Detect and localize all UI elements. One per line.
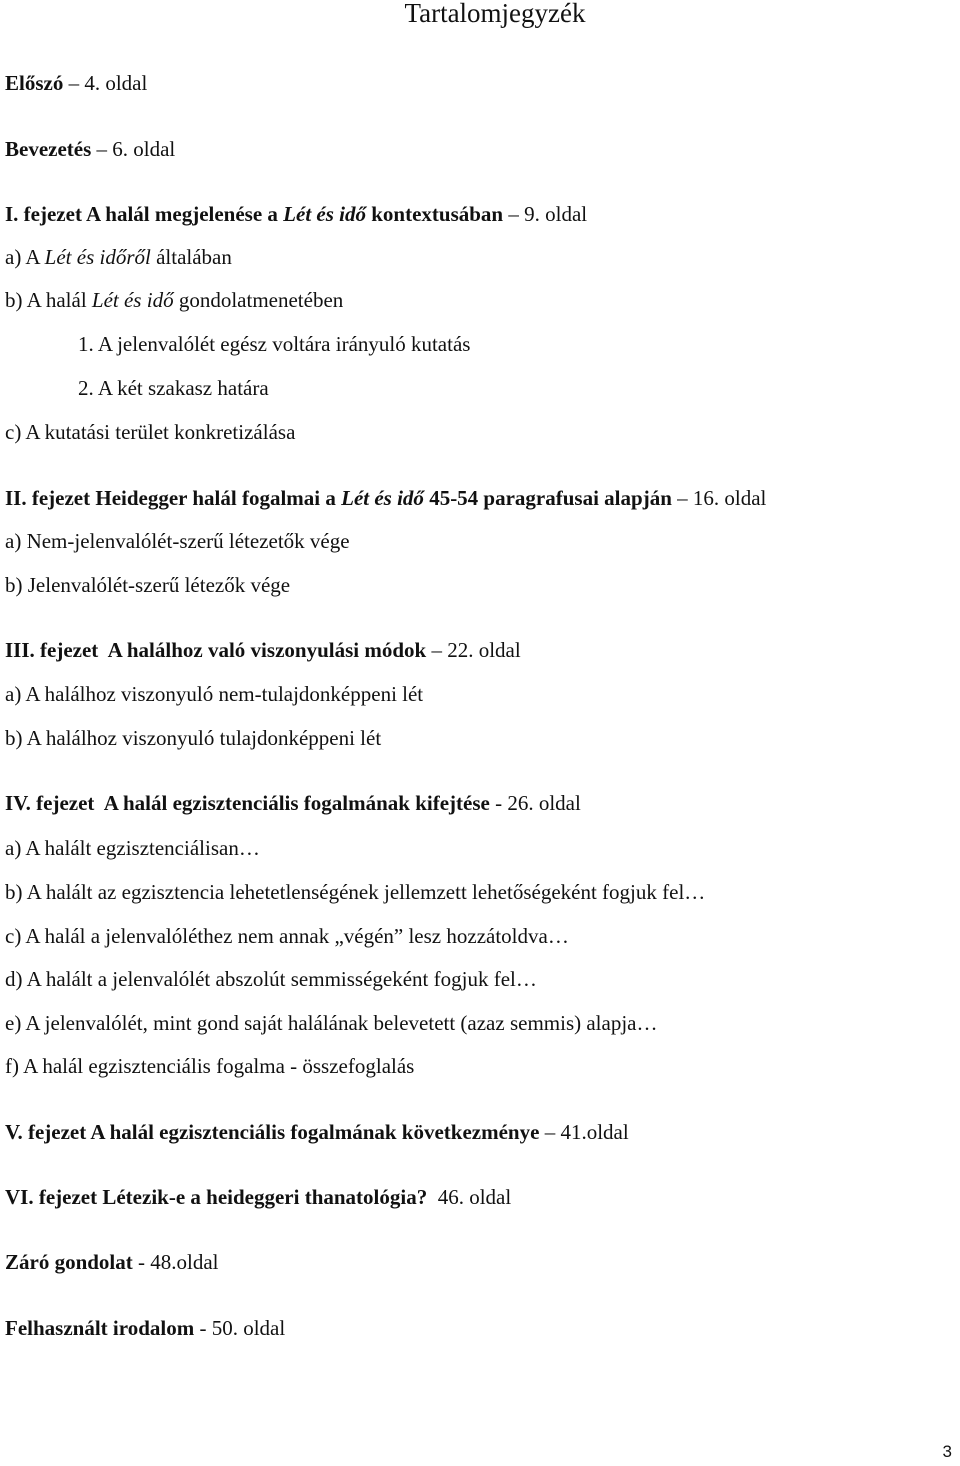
toc-label-chapter-1: I. fejezet A halál megjelenése a Lét és idő kontextusában bbox=[5, 202, 504, 226]
toc-entry-chapter-6 bbox=[5, 1187, 511, 1208]
toc-entry-eloszo: Előszó – 4. oldal bbox=[5, 71, 148, 95]
toc-page-chapter-1: 9. oldal bbox=[524, 202, 588, 226]
toc-subentry-1c: c) A kutatási terület konkretizálása bbox=[5, 420, 296, 444]
toc-entry-zaro bbox=[5, 1252, 219, 1273]
toc-label-chapter-2: II. fejezet Heidegger halál fogalmai a Lét és idő 45-54 paragrafusai alapján bbox=[5, 486, 672, 510]
toc-label-chapter-5: V. fejezet A halál egzisztenciális fogalmának következménye bbox=[5, 1120, 540, 1144]
page-number: 3 bbox=[942, 1442, 952, 1461]
toc-subentry-3b: b) A halálhoz viszonyuló tulajdonképpeni lét bbox=[5, 726, 382, 750]
toc-label-zaro: Záró gondolat bbox=[5, 1250, 133, 1274]
toc-subentry-1b: b) A halál Lét és idő gondolatmenetében bbox=[5, 288, 344, 312]
toc-subentry-2b: b) Jelenvalólét-szerű létezők vége bbox=[5, 573, 291, 597]
toc-page-zaro: - 48.oldal bbox=[138, 1250, 219, 1274]
toc-subentry-4e: e) A jelenvalólét, mint gond saját halálának belevetett (azaz semmis) alapja… bbox=[5, 1011, 658, 1035]
toc-subentry-1a: a) A Lét és időről általában bbox=[5, 245, 232, 269]
toc-page-eloszo: 4. oldal bbox=[84, 71, 148, 95]
toc-subentry-1b1: 1. A jelenvalólét egész voltára irányuló kutatás bbox=[78, 332, 471, 356]
page-title: Tartalomjegyzék bbox=[404, 0, 586, 28]
toc-entry-bevezetes: Bevezetés – 6. oldal bbox=[5, 137, 176, 161]
toc-subentry-1b2: 2. A két szakasz határa bbox=[78, 376, 269, 400]
toc-subentry-4a: a) A halált egzisztenciálisan… bbox=[5, 836, 260, 860]
toc-subentry-4d: d) A halált a jelenvalólét abszolút semmisségeként fogjuk fel… bbox=[5, 967, 537, 991]
toc-page-bevezetes: 6. oldal bbox=[112, 137, 176, 161]
toc-entry-chapter-5: V. fejezet A halál egzisztenciális fogalmának következménye – 41.oldal bbox=[5, 1120, 629, 1144]
toc-subentry-3a: a) A halálhoz viszonyuló nem-tulajdonképpeni lét bbox=[5, 682, 424, 706]
toc-entry-chapter-1: I. fejezet A halál megjelenése a Lét és idő kontextusában – 9. oldal bbox=[5, 202, 588, 226]
toc-entry-chapter-4 bbox=[5, 793, 581, 814]
toc-label-bevezetes: Bevezetés bbox=[5, 137, 92, 161]
toc-page-chapter-2: 16. oldal bbox=[692, 486, 767, 510]
toc-entry-irodalom bbox=[5, 1318, 285, 1339]
toc-page-chapter-4: - 26. oldal bbox=[495, 791, 581, 815]
toc-page-chapter-5: 41.oldal bbox=[560, 1120, 629, 1144]
toc-label-chapter-6: VI. fejezet Létezik-e a heideggeri thanatológia? bbox=[5, 1185, 428, 1209]
toc-subentry-4b: b) A halált az egzisztencia lehetetlenségének jellemzett lehetőségeként fogjuk fel… bbox=[5, 880, 706, 904]
toc-page-chapter-6: 46. oldal bbox=[437, 1185, 512, 1209]
toc-label-chapter-3: III. fejezet A halálhoz való viszonyulási módok bbox=[5, 638, 427, 662]
toc-entry-chapter-2: II. fejezet Heidegger halál fogalmai a Lét és idő 45-54 paragrafusai alapján – 16. oldal bbox=[5, 486, 767, 510]
toc-subentry-4c: c) A halál a jelenvalóléthez nem annak „végén” lesz hozzátoldva… bbox=[5, 924, 569, 948]
toc-label-eloszo: Előszó bbox=[5, 71, 64, 95]
toc-subentry-2a: a) Nem-jelenvalólét-szerű létezetők vége bbox=[5, 529, 350, 553]
toc-label-chapter-4: IV. fejezet A halál egzisztenciális fogalmának kifejtése bbox=[5, 791, 490, 815]
toc-page-chapter-3: 22. oldal bbox=[447, 638, 521, 662]
toc-entry-chapter-3: III. fejezet A halálhoz való viszonyulási módok – 22. oldal bbox=[5, 638, 521, 662]
toc-label-irodalom: Felhasznált irodalom bbox=[5, 1316, 195, 1340]
toc-subentry-4f: f) A halál egzisztenciális fogalma - összefoglalás bbox=[5, 1054, 415, 1078]
toc-page-irodalom: - 50. oldal bbox=[199, 1316, 286, 1340]
